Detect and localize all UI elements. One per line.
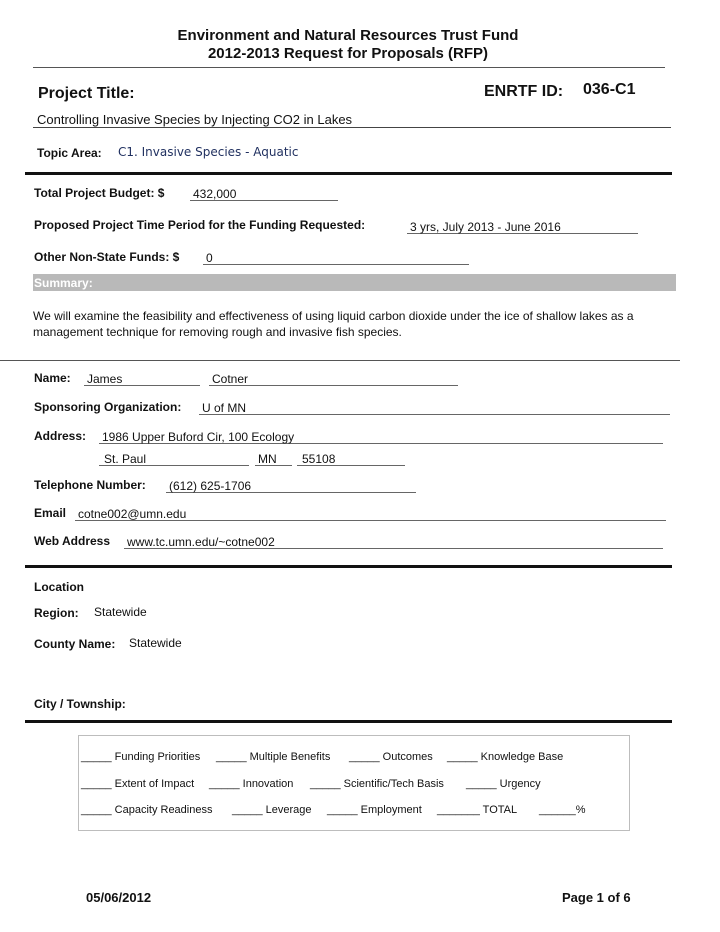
non-state-funds-value: 0 xyxy=(206,251,213,265)
email-value: cotne002@umn.edu xyxy=(78,507,187,521)
location-divider xyxy=(25,720,672,723)
score-capacity-readiness[interactable]: _____ Capacity Readiness xyxy=(81,804,213,816)
total-budget-value: 432,000 xyxy=(193,187,237,201)
score-employment[interactable]: _____ Employment xyxy=(327,804,422,816)
footer-page-number: Page 1 of 6 xyxy=(562,890,631,905)
time-period-field[interactable] xyxy=(407,218,638,234)
location-heading: Location xyxy=(34,580,84,594)
telephone-value: (612) 625-1706 xyxy=(169,479,252,493)
enrtf-id-value: 036-C1 xyxy=(583,81,636,98)
state-value: MN xyxy=(258,452,277,466)
region-value: Statewide xyxy=(94,605,147,619)
topic-area-label: Topic Area: xyxy=(37,146,102,160)
header-line-2: 2012-2013 Request for Proposals (RFP) xyxy=(207,45,489,62)
score-innovation[interactable]: _____ Innovation xyxy=(209,778,294,790)
sponsoring-org-value: U of MN xyxy=(202,401,247,415)
project-title-label: Project Title: xyxy=(38,85,135,102)
topic-divider xyxy=(25,172,672,175)
zip-field[interactable] xyxy=(297,450,405,466)
state-field[interactable] xyxy=(255,450,292,466)
city-township-label: City / Township: xyxy=(34,697,126,711)
header-line-1: Environment and Natural Resources Trust Fund xyxy=(177,27,519,44)
web-address-label: Web Address xyxy=(34,534,111,548)
summary-bar xyxy=(33,274,676,291)
street-field[interactable] xyxy=(99,428,663,444)
score-funding-priorities[interactable]: _____ Funding Priorities xyxy=(81,751,201,763)
summary-divider xyxy=(0,360,680,361)
region-label: Region: xyxy=(34,606,79,620)
city-value: St. Paul xyxy=(104,452,147,466)
sponsoring-org-field[interactable] xyxy=(199,399,670,415)
topic-area-value: C1. Invasive Species - Aquatic xyxy=(118,145,299,159)
score-extent-of-impact[interactable]: _____ Extent of Impact xyxy=(81,778,195,790)
sponsoring-org-label: Sponsoring Organization: xyxy=(34,400,182,414)
non-state-funds-field[interactable] xyxy=(203,249,469,265)
summary-text: We will examine the feasibility and effectiveness of using liquid carbon dioxide under the ice of shallow lakes as a management technique for removing rough and invasive fish species. xyxy=(33,309,634,339)
score-urgency[interactable]: _____ Urgency xyxy=(466,778,541,790)
zip-value: 55108 xyxy=(302,452,336,466)
county-value: Statewide xyxy=(129,636,182,650)
time-period-value: 3 yrs, July 2013 - June 2016 xyxy=(410,220,561,234)
score-total[interactable]: _______ TOTAL xyxy=(437,804,518,816)
address-label: Address: xyxy=(34,429,87,443)
score-scientific-tech-basis[interactable]: _____ Scientific/Tech Basis xyxy=(310,778,444,790)
last-name-value: Cotner xyxy=(212,372,249,386)
web-address-field[interactable] xyxy=(124,533,663,549)
project-title-value: Controlling Invasive Species by Injecting CO2 in Lakes xyxy=(37,112,353,127)
first-name-value: James xyxy=(87,372,123,386)
contact-divider xyxy=(25,565,672,568)
telephone-field[interactable] xyxy=(166,477,416,493)
total-budget-label: Total Project Budget: $ xyxy=(34,186,165,200)
street-value: 1986 Upper Buford Cir, 100 Ecology xyxy=(102,430,295,444)
score-leverage[interactable]: _____ Leverage xyxy=(232,804,312,816)
time-period-label: Proposed Project Time Period for the Funding Requested: xyxy=(34,218,366,232)
last-name-field[interactable] xyxy=(209,370,458,386)
county-label: County Name: xyxy=(34,637,116,651)
email-field[interactable] xyxy=(75,505,666,521)
first-name-field[interactable] xyxy=(84,370,200,386)
telephone-label: Telephone Number: xyxy=(34,478,146,492)
summary-label: Summary: xyxy=(34,276,93,290)
web-address-value: www.tc.umn.edu/~cotne002 xyxy=(127,535,275,549)
score-knowledge-base[interactable]: _____ Knowledge Base xyxy=(447,751,564,763)
footer-date: 05/06/2012 xyxy=(86,890,152,905)
city-field[interactable] xyxy=(99,450,249,466)
score-percent[interactable]: ______% xyxy=(539,804,586,816)
header-divider xyxy=(33,67,665,68)
name-label: Name: xyxy=(34,371,71,385)
non-state-funds-label: Other Non-State Funds: $ xyxy=(34,250,180,264)
total-budget-field[interactable] xyxy=(190,185,338,201)
email-label: Email xyxy=(34,506,67,520)
enrtf-id-label: ENRTF ID: xyxy=(484,83,564,100)
score-multiple-benefits[interactable]: _____ Multiple Benefits xyxy=(216,751,331,763)
score-outcomes[interactable]: _____ Outcomes xyxy=(349,751,433,763)
scoring-box xyxy=(78,735,630,831)
title-divider xyxy=(33,127,671,128)
